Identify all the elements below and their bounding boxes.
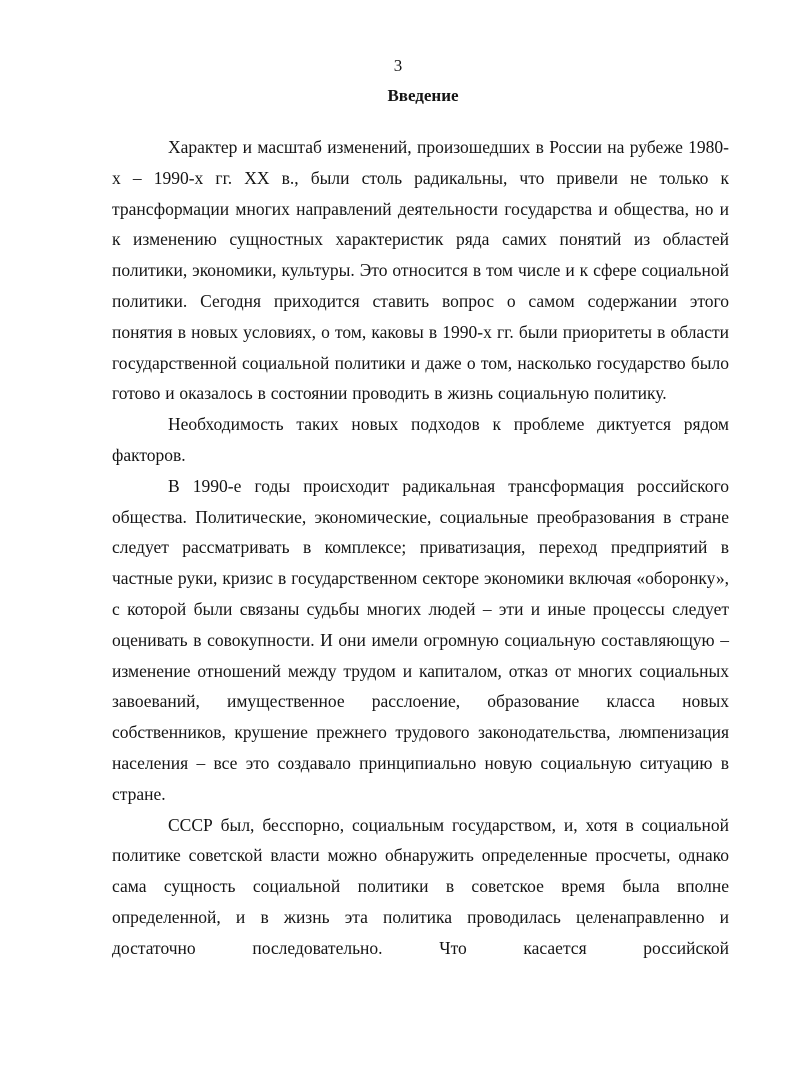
paragraph: В 1990-е годы происходит радикальная трансформация российского общества. Политические, экономические, социальные преобразования в стране следует рассматривать в комплексе; приватизация, переход предприятий в частные руки, кризис в государственном секторе экономики включая «оборонку», с которой были связаны судьбы многих людей – эти и иные процессы следует оценивать в совокупности. И они имели огромную социальную составляющую – изменение отношений между трудом и капиталом, отказ от многих социальных завоеваний, имущественное расслоение, образование класса новых собственников, крушение прежнего трудового законодательства, люмпенизация населения – все это создавало принципиально новую социальную ситуацию в стране. [112, 475, 729, 804]
page-number: 3 [393, 56, 403, 75]
paragraph: Необходимость таких новых подходов к проблеме диктуется рядом факторов. [112, 414, 729, 465]
body-text [112, 132, 729, 964]
paragraph: Характер и масштаб изменений, произошедших в России на рубеже 1980-х – 1990-х гг. XX в., были столь радикальны, что привели не только к трансформации многих направлений деятельности государства и общества, но и к изменению сущностных характеристик ряда самих понятий из областей политики, экономики, культуры. Это относится в том числе и к сфере социальной политики. Сегодня приходится ставить вопрос о самом содержании этого понятия в новых условиях, о том, каковы в 1990-х гг. были приоритеты в области государственной социальной политики и даже о том, насколько государство было готово и оказалось в состоянии проводить в жизнь социальную политику. [112, 137, 729, 404]
section-title: Введение [387, 86, 459, 105]
paragraph: СССР был, бесспорно, социальным государством, и, хотя в социальной политике советской власти можно обнаружить определенные просчеты, однако сама сущность социальной политики в советское время была вполне определенной, и в жизнь эта политика проводилась целенаправленно и достаточно последовательно. Что касается российской [112, 814, 729, 958]
